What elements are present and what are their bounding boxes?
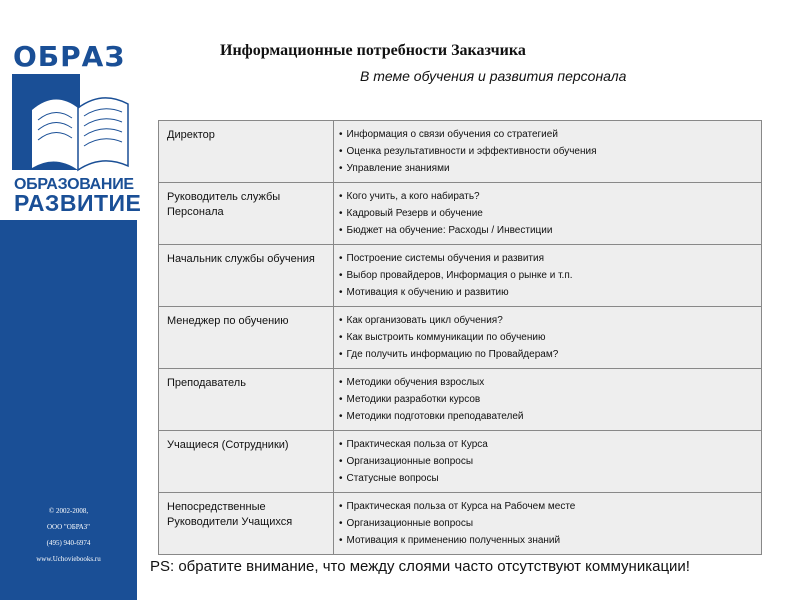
- needs-cell: [334, 431, 762, 493]
- need-item: • Оценка результативности и эффективности обучения: [339, 143, 756, 160]
- role-cell: Начальник службы обучения: [159, 245, 334, 307]
- needs-cell: [334, 183, 762, 245]
- need-item: • Построение системы обучения и развития: [339, 250, 756, 267]
- need-item: • Организационные вопросы: [339, 453, 756, 470]
- need-item: • Как организовать цикл обучения?: [339, 312, 756, 329]
- logo: [0, 0, 142, 220]
- footer-company: ООО "ОБРАЗ": [46, 523, 91, 531]
- logo-line-development: РАЗВИТИЕ: [14, 190, 142, 216]
- table-row: [159, 121, 762, 183]
- logo-line-education: ОБРАЗОВАНИЕ: [14, 176, 134, 193]
- role-cell: Директор: [159, 121, 334, 183]
- needs-cell: [334, 369, 762, 431]
- page-title: Информационные потребности Заказчика: [220, 42, 526, 59]
- needs-cell: [334, 121, 762, 183]
- role-cell: Руководитель службы Персонала: [159, 183, 334, 245]
- open-book-icon: [10, 70, 130, 180]
- table-row: [159, 245, 762, 307]
- need-item: • Методики подготовки преподавателей: [339, 408, 756, 425]
- needs-cell: [334, 307, 762, 369]
- ps-note: PS: обратите внимание, что между слоями часто отсутствуют коммуникации!: [150, 558, 690, 575]
- role-cell: Непосредственные Руководители Учащихся: [159, 493, 334, 555]
- table-row: [159, 183, 762, 245]
- page-subtitle: В теме обучения и развития персонала: [360, 68, 627, 84]
- need-item: • Выбор провайдеров, Информация о рынке и т.п.: [339, 267, 756, 284]
- footer-site: www.Uchoviebooks.ru: [36, 555, 101, 563]
- need-item: • Информация о связи обучения со стратегией: [339, 126, 756, 143]
- sidebar-footer: [0, 503, 137, 567]
- sidebar: [0, 0, 142, 600]
- need-item: • Кадровый Резерв и обучение: [339, 205, 756, 222]
- role-cell: Менеджер по обучению: [159, 307, 334, 369]
- need-item: • Организационные вопросы: [339, 515, 756, 532]
- need-item: • Мотивация к обучению и развитию: [339, 284, 756, 301]
- logo-word: ОБРАЗ: [13, 40, 126, 73]
- needs-cell: [334, 245, 762, 307]
- needs-table: [158, 120, 762, 555]
- need-item: • Управление знаниями: [339, 160, 756, 177]
- need-item: • Методики разработки курсов: [339, 391, 756, 408]
- need-item: • Кого учить, а кого набирать?: [339, 188, 756, 205]
- need-item: • Методики обучения взрослых: [339, 374, 756, 391]
- table-row: [159, 369, 762, 431]
- footer-phone: (495) 940-6974: [46, 539, 91, 547]
- role-cell: Преподаватель: [159, 369, 334, 431]
- table-row: [159, 493, 762, 555]
- footer-copyright: © 2002-2008,: [48, 507, 89, 515]
- need-item: • Практическая польза от Курса: [339, 436, 756, 453]
- table-row: [159, 307, 762, 369]
- need-item: • Статусные вопросы: [339, 470, 756, 487]
- need-item: • Как выстроить коммуникации по обучению: [339, 329, 756, 346]
- needs-cell: [334, 493, 762, 555]
- need-item: • Практическая польза от Курса на Рабочем месте: [339, 498, 756, 515]
- need-item: • Мотивация к применению полученных знаний: [339, 532, 756, 549]
- need-item: • Бюджет на обучение: Расходы / Инвестиции: [339, 222, 756, 239]
- role-cell: Учащиеся (Сотрудники): [159, 431, 334, 493]
- table-row: [159, 431, 762, 493]
- need-item: • Где получить информацию по Провайдерам?: [339, 346, 756, 363]
